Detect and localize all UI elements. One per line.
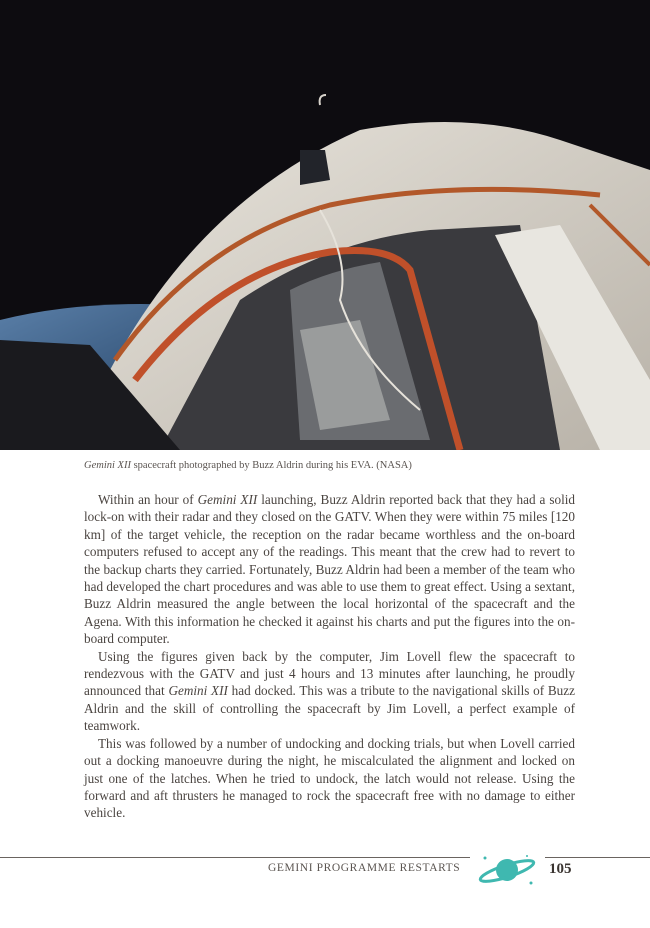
text-segment: Using the figures given back by the computer, Jim Lovell flew the spacecraft to rendezvous with the GATV and just 4 hours and 13 minutes after launching, he proudly announced that bbox=[84, 648, 575, 699]
caption-title: Gemini XII bbox=[84, 460, 131, 471]
running-head: GEMINI PROGRAMME RESTARTS bbox=[268, 862, 461, 874]
photo-caption bbox=[84, 459, 584, 473]
paragraph-2 bbox=[84, 648, 575, 735]
paragraph-3 bbox=[84, 735, 575, 822]
paragraph-1 bbox=[84, 491, 575, 648]
text-segment: had docked. This was a tribute to the navigational skills of Buzz Aldrin and the skill of controlling the spacecraft by Jim Lovell, a perfect example of teamwork. bbox=[84, 683, 575, 734]
page-number: 105 bbox=[549, 861, 572, 877]
body-text bbox=[84, 491, 575, 822]
spacecraft-photo bbox=[0, 0, 650, 450]
text-segment: This was followed by a number of undocking and docking trials, but when Lovell carried out a docking manoeuvre during the night, he miscalculated the alignment and locked on just one of the latches. When he tried to undock, the latch would not release. Using the forward and aft thrusters he managed to rock the spacecraft free with no damage to either vehicle. bbox=[84, 735, 575, 821]
italic-title: Gemini XII bbox=[197, 492, 258, 507]
text-segment: Within an hour of bbox=[98, 492, 198, 507]
text-segment: launching, Buzz Aldrin reported back that they had a solid lock-on with their radar and they closed on the GATV. When they were within 75 miles [120 km] of the target vehicle, the reception on the radar became worthless and the on-board computers refused to accept any of the readings. This meant that the crew had to revert to the backup charts they carried. Fortunately, Buzz Aldrin had been a member of the team who had developed the chart procedures and was able to use them to great effect. Using a sextant, Buzz Aldrin measured the angle between the local horizontal of the spacecraft and the Agena. With this information he checked it against his charts and put the figures into the on-board computer. bbox=[84, 492, 575, 647]
caption-text: spacecraft photographed by Buzz Aldrin during his EVA. (NASA) bbox=[130, 460, 412, 471]
footer-rule-right bbox=[545, 857, 650, 858]
planet-icon bbox=[475, 850, 539, 890]
footer-rule-left bbox=[0, 857, 470, 858]
italic-title: Gemini XII bbox=[168, 683, 228, 699]
